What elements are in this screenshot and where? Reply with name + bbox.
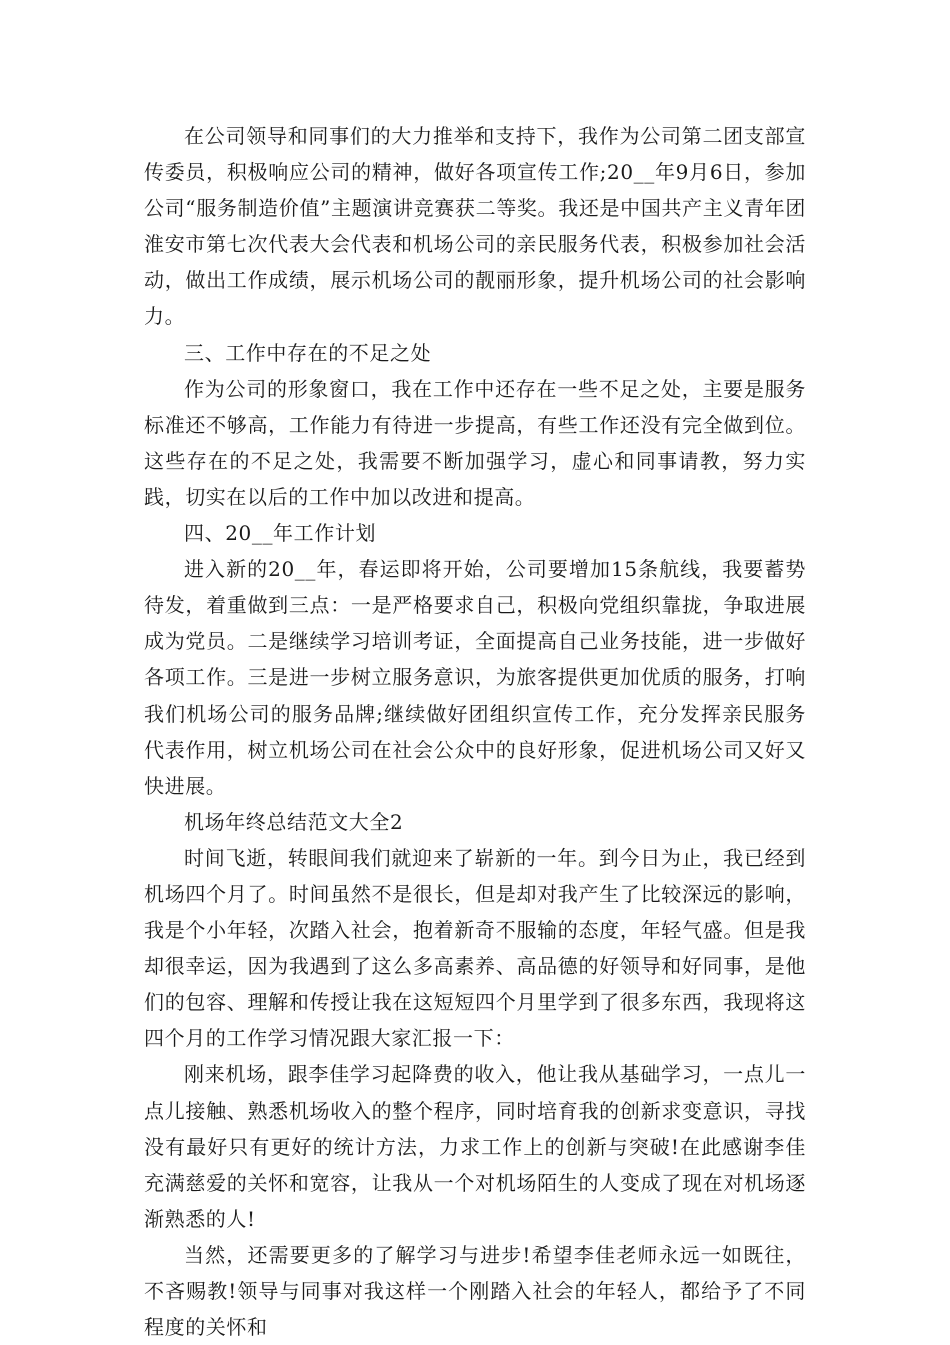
paragraph-work-plan: 进入新的20__年，春运即将开始，公司要增加15条航线，我要蓄势待发，着重做到三点：一是严格要求自己，积极向党组织靠拢，争取进展成为党员。二是继续学习培训考证，全面提高自己业务技能，进一步做好各项工作。三是进一步树立服务意识，为旅客提供更加优质的服务，打响我们机场公司的服务品牌;继续做好团组织宣传工作，充分发挥亲民服务代表作用，树立机场公司在社会公众中的良好形象，促进机场公司又好又快进展。 (144, 557, 806, 798)
paragraph-publicity-work: 在公司领导和同事们的大力推举和支持下，我作为公司第二团支部宣传委员，积极响应公司的精神，做好各项宣传工作;20__年9月6日，参加公司“服务制造价值”主题演讲竞赛获二等奖。我还是中国共产主义青年团淮安市第七次代表大会代表和机场公司的亲民服务代表，积极参加社会活动，做出工作成绩，展示机场公司的靓丽形象，提升机场公司的社会影响力。 (144, 124, 806, 329)
document-body (144, 118, 806, 1345)
heading-work-plan: 四、20__年工作计划 (184, 521, 377, 546)
paragraph-learning: 刚来机场，跟李佳学习起降费的收入，他让我从基础学习，一点儿一点儿接触、熟悉机场收入的整个程序，同时培育我的创新求变意识，寻找没有最好只有更好的统计方法，力求工作上的创新与突破!在此感谢李佳充满慈爱的关怀和宽容，让我从一个对机场陌生的人变成了现在对机场逐渐熟悉的人! (144, 1062, 806, 1231)
heading-shortcomings: 三、工作中存在的不足之处 (184, 340, 432, 365)
paragraph-shortcomings: 作为公司的形象窗口，我在工作中还存在一些不足之处，主要是服务标准还不够高，工作能力有待进一步提高，有些工作还没有完全做到位。这些存在的不足之处，我需要不断加强学习，虚心和同事请教，努力实践，切实在以后的工作中加以改进和提高。 (144, 376, 806, 509)
paragraph-time-flies: 时间飞逝，转眼间我们就迎来了崭新的一年。到今日为止，我已经到机场四个月了。时间虽然不是很长，但是却对我产生了比较深远的影响，我是个小年轻，次踏入社会，抱着新奇不服输的态度，年轻气盛。但是我却很幸运，因为我遇到了这么多高素养、高品德的好领导和好同事，是他们的包容、理解和传授让我在这短短四个月里学到了很多东西，我现将这四个月的工作学习情况跟大家汇报一下： (144, 845, 806, 1051)
paragraph-gratitude: 当然，还需要更多的了解学习与进步!希望李佳老师永远一如既往，不吝赐教!领导与同事对我这样一个刚踏入社会的年轻人，都给予了不同程度的关怀和 (144, 1242, 806, 1340)
heading-summary-2: 机场年终总结范文大全2 (184, 809, 404, 834)
